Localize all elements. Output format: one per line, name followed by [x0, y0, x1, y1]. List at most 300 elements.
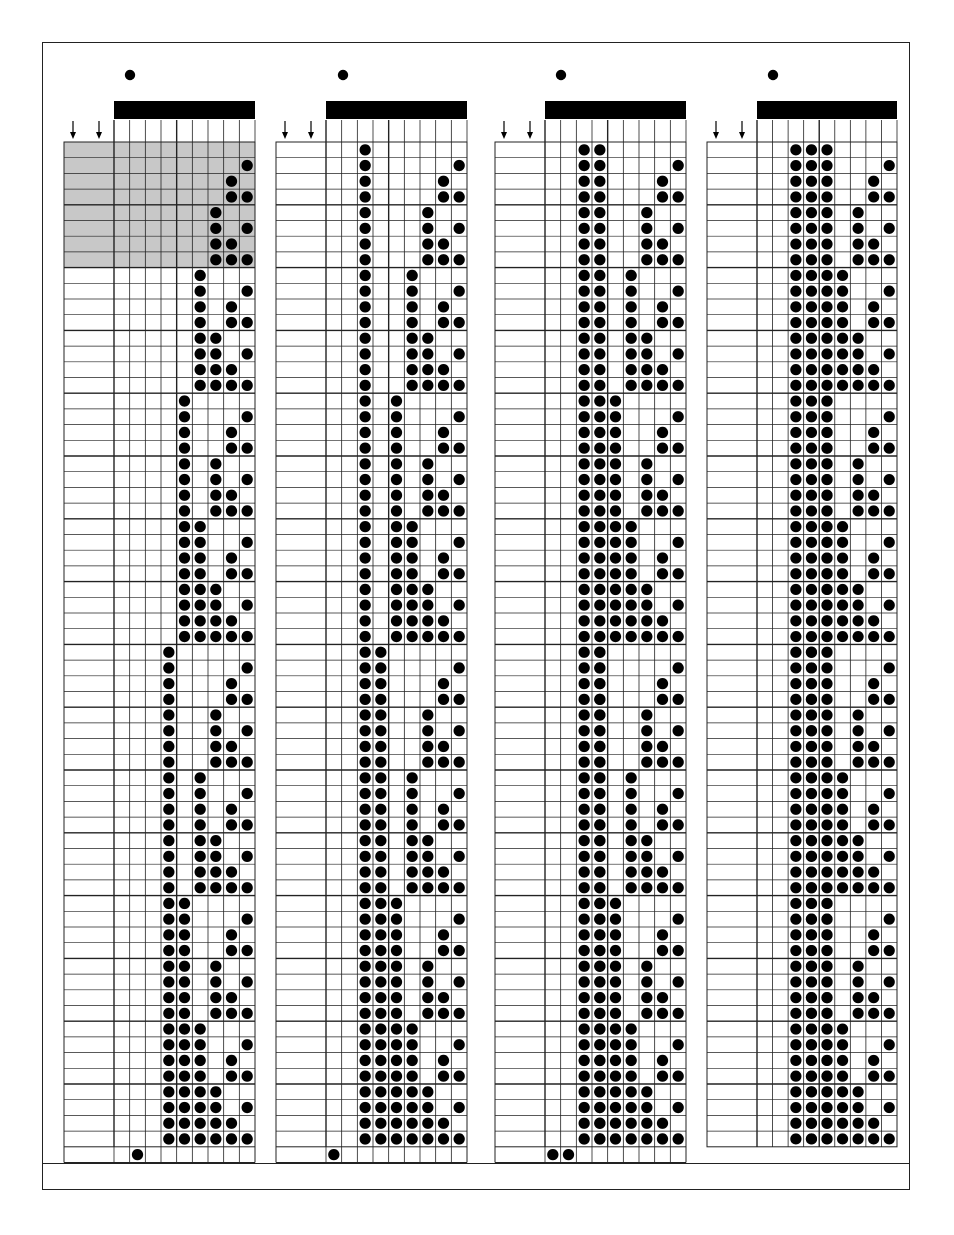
filled-circle-icon — [657, 615, 668, 626]
filled-circle-icon — [579, 490, 590, 501]
filled-circle-icon — [821, 725, 832, 736]
filled-circle-icon — [438, 191, 449, 202]
filled-circle-icon — [884, 757, 895, 768]
filled-circle-icon — [821, 490, 832, 501]
filled-circle-icon — [242, 882, 253, 893]
filled-circle-icon — [163, 976, 174, 987]
filled-circle-icon — [790, 568, 801, 579]
filled-circle-icon — [360, 694, 371, 705]
filled-circle-icon — [626, 1133, 637, 1144]
filled-circle-icon — [210, 1008, 221, 1019]
filled-circle-icon — [422, 1102, 433, 1113]
filled-circle-icon — [454, 443, 465, 454]
filled-circle-icon — [868, 804, 879, 815]
filled-circle-icon — [868, 254, 879, 265]
filled-circle-icon — [641, 254, 652, 265]
filled-circle-icon — [594, 647, 605, 658]
filled-circle-icon — [391, 552, 402, 563]
filled-circle-icon — [579, 443, 590, 454]
filled-circle-icon — [210, 584, 221, 595]
filled-circle-icon — [360, 458, 371, 469]
filled-circle-icon — [210, 631, 221, 642]
filled-circle-icon — [837, 772, 848, 783]
filled-circle-icon — [853, 458, 864, 469]
filled-circle-icon — [242, 1008, 253, 1019]
filled-circle-icon — [821, 600, 832, 611]
filled-circle-icon — [360, 757, 371, 768]
filled-circle-icon — [594, 301, 605, 312]
filled-circle-icon — [195, 286, 206, 297]
filled-circle-icon — [360, 474, 371, 485]
filled-circle-icon — [579, 176, 590, 187]
filled-circle-icon — [594, 694, 605, 705]
filled-circle-icon — [594, 631, 605, 642]
filled-circle-icon — [837, 584, 848, 595]
filled-circle-icon — [195, 333, 206, 344]
filled-circle-icon — [868, 819, 879, 830]
filled-circle-icon — [179, 490, 190, 501]
filled-circle-icon — [626, 1086, 637, 1097]
filled-circle-icon — [790, 348, 801, 359]
filled-circle-icon — [375, 898, 386, 909]
filled-circle-icon — [407, 521, 418, 532]
filled-circle-icon — [853, 835, 864, 846]
filled-circle-icon — [195, 1023, 206, 1034]
filled-circle-icon — [210, 1086, 221, 1097]
filled-circle-icon — [626, 1023, 637, 1034]
filled-circle-icon — [375, 757, 386, 768]
filled-circle-icon — [579, 819, 590, 830]
filled-circle-icon — [391, 458, 402, 469]
filled-circle-icon — [626, 772, 637, 783]
filled-circle-icon — [391, 584, 402, 595]
filled-circle-icon — [391, 1118, 402, 1129]
filled-circle-icon — [821, 348, 832, 359]
filled-circle-icon — [626, 804, 637, 815]
filled-circle-icon — [226, 882, 237, 893]
filled-circle-icon — [868, 505, 879, 516]
filled-circle-icon — [407, 631, 418, 642]
filled-circle-icon — [163, 1055, 174, 1066]
filled-circle-icon — [422, 380, 433, 391]
filled-circle-icon — [407, 301, 418, 312]
filled-circle-icon — [626, 568, 637, 579]
filled-circle-icon — [195, 1055, 206, 1066]
filled-circle-icon — [641, 725, 652, 736]
filled-circle-icon — [210, 709, 221, 720]
filled-circle-icon — [610, 411, 621, 422]
filled-circle-icon — [790, 191, 801, 202]
filled-circle-icon — [790, 254, 801, 265]
filled-circle-icon — [821, 662, 832, 673]
filled-circle-icon — [163, 678, 174, 689]
filled-circle-icon — [790, 317, 801, 328]
filled-circle-icon — [610, 898, 621, 909]
filled-circle-icon — [806, 160, 817, 171]
filled-circle-icon — [179, 443, 190, 454]
filled-circle-icon — [594, 851, 605, 862]
filled-circle-icon — [375, 647, 386, 658]
filled-circle-icon — [454, 851, 465, 862]
filled-circle-icon — [806, 851, 817, 862]
filled-circle-icon — [360, 819, 371, 830]
filled-circle-icon — [884, 788, 895, 799]
filled-circle-icon — [242, 757, 253, 768]
filled-circle-icon — [163, 757, 174, 768]
filled-circle-icon — [626, 364, 637, 375]
column-header-bar — [326, 101, 467, 119]
filled-circle-icon — [806, 395, 817, 406]
filled-circle-icon — [806, 411, 817, 422]
panel-bullet-icon — [125, 70, 135, 80]
filled-circle-icon — [391, 976, 402, 987]
filled-circle-icon — [641, 992, 652, 1003]
filled-circle-icon — [837, 882, 848, 893]
filled-circle-icon — [579, 725, 590, 736]
filled-circle-icon — [360, 568, 371, 579]
filled-circle-icon — [360, 600, 371, 611]
filled-circle-icon — [391, 929, 402, 940]
filled-circle-icon — [657, 301, 668, 312]
filled-circle-icon — [226, 819, 237, 830]
filled-circle-icon — [657, 1118, 668, 1129]
filled-circle-icon — [210, 725, 221, 736]
filled-circle-icon — [375, 929, 386, 940]
filled-circle-icon — [641, 490, 652, 501]
filled-circle-icon — [821, 474, 832, 485]
filled-circle-icon — [407, 819, 418, 830]
filled-circle-icon — [806, 678, 817, 689]
filled-circle-icon — [226, 1133, 237, 1144]
filled-circle-icon — [454, 317, 465, 328]
filled-circle-icon — [242, 600, 253, 611]
filled-circle-icon — [821, 427, 832, 438]
filled-circle-icon — [610, 458, 621, 469]
filled-circle-icon — [360, 395, 371, 406]
filled-circle-icon — [821, 395, 832, 406]
filled-circle-icon — [790, 176, 801, 187]
filled-circle-icon — [438, 615, 449, 626]
filled-circle-icon — [579, 600, 590, 611]
filled-circle-icon — [790, 788, 801, 799]
filled-circle-icon — [868, 1055, 879, 1066]
filled-circle-icon — [673, 600, 684, 611]
filled-circle-icon — [422, 600, 433, 611]
filled-circle-icon — [594, 725, 605, 736]
filled-circle-icon — [210, 992, 221, 1003]
filled-circle-icon — [806, 804, 817, 815]
filled-circle-icon — [454, 348, 465, 359]
filled-circle-icon — [790, 866, 801, 877]
filled-circle-icon — [610, 552, 621, 563]
filled-circle-icon — [821, 317, 832, 328]
filled-circle-icon — [806, 788, 817, 799]
filled-circle-icon — [360, 521, 371, 532]
filled-circle-icon — [407, 317, 418, 328]
filled-circle-icon — [806, 238, 817, 249]
filled-circle-icon — [360, 725, 371, 736]
filled-circle-icon — [163, 819, 174, 830]
filled-circle-icon — [626, 270, 637, 281]
filled-circle-icon — [391, 427, 402, 438]
filled-circle-icon — [210, 1133, 221, 1144]
filled-circle-icon — [242, 191, 253, 202]
filled-circle-icon — [242, 254, 253, 265]
filled-circle-icon — [821, 333, 832, 344]
filled-circle-icon — [594, 662, 605, 673]
filled-circle-icon — [790, 584, 801, 595]
filled-circle-icon — [579, 804, 590, 815]
filled-circle-icon — [407, 552, 418, 563]
filled-circle-icon — [837, 1039, 848, 1050]
filled-circle-icon — [407, 615, 418, 626]
filled-circle-icon — [837, 364, 848, 375]
filled-circle-icon — [179, 976, 190, 987]
filled-circle-icon — [242, 1039, 253, 1050]
filled-circle-icon — [821, 270, 832, 281]
filled-circle-icon — [790, 914, 801, 925]
filled-circle-icon — [163, 772, 174, 783]
filled-circle-icon — [790, 364, 801, 375]
filled-circle-icon — [226, 364, 237, 375]
filled-circle-icon — [375, 961, 386, 972]
filled-circle-icon — [821, 898, 832, 909]
filled-circle-icon — [673, 757, 684, 768]
filled-circle-icon — [407, 1086, 418, 1097]
filled-circle-icon — [195, 348, 206, 359]
filled-circle-icon — [579, 1133, 590, 1144]
filled-circle-icon — [422, 1118, 433, 1129]
filled-circle-icon — [657, 694, 668, 705]
filled-circle-icon — [641, 1118, 652, 1129]
filled-circle-icon — [821, 1133, 832, 1144]
filled-circle-icon — [210, 757, 221, 768]
filled-circle-icon — [594, 1086, 605, 1097]
filled-circle-icon — [821, 757, 832, 768]
filled-circle-icon — [868, 301, 879, 312]
filled-circle-icon — [821, 788, 832, 799]
filled-circle-icon — [790, 725, 801, 736]
filled-circle-icon — [884, 662, 895, 673]
filled-circle-icon — [360, 191, 371, 202]
filled-circle-icon — [806, 819, 817, 830]
filled-circle-icon — [179, 898, 190, 909]
filled-circle-icon — [626, 584, 637, 595]
filled-circle-icon — [790, 757, 801, 768]
filled-circle-icon — [579, 615, 590, 626]
filled-circle-icon — [641, 348, 652, 359]
filled-circle-icon — [579, 1102, 590, 1113]
filled-circle-icon — [226, 1071, 237, 1082]
filled-circle-icon — [806, 835, 817, 846]
filled-circle-icon — [821, 647, 832, 658]
filled-circle-icon — [226, 301, 237, 312]
filled-circle-icon — [657, 505, 668, 516]
filled-circle-icon — [163, 1023, 174, 1034]
filled-circle-icon — [837, 333, 848, 344]
filled-circle-icon — [790, 286, 801, 297]
filled-circle-icon — [853, 223, 864, 234]
filled-circle-icon — [438, 945, 449, 956]
filled-circle-icon — [391, 443, 402, 454]
filled-circle-icon — [594, 757, 605, 768]
filled-circle-icon — [438, 1071, 449, 1082]
filled-circle-icon — [884, 1039, 895, 1050]
filled-circle-icon — [610, 600, 621, 611]
filled-circle-icon — [226, 427, 237, 438]
filled-circle-icon — [673, 505, 684, 516]
filled-circle-icon — [360, 207, 371, 218]
filled-circle-icon — [407, 788, 418, 799]
filled-circle-icon — [579, 976, 590, 987]
filled-circle-icon — [837, 1133, 848, 1144]
filled-circle-icon — [391, 1008, 402, 1019]
filled-circle-icon — [391, 1071, 402, 1082]
filled-circle-icon — [641, 1102, 652, 1113]
filled-circle-icon — [657, 1055, 668, 1066]
filled-circle-icon — [563, 1149, 574, 1160]
filled-circle-icon — [360, 851, 371, 862]
filled-circle-icon — [806, 914, 817, 925]
filled-circle-icon — [806, 458, 817, 469]
filled-circle-icon — [673, 537, 684, 548]
filled-circle-icon — [806, 505, 817, 516]
filled-circle-icon — [626, 1118, 637, 1129]
filled-circle-icon — [195, 819, 206, 830]
filled-circle-icon — [375, 866, 386, 877]
filled-circle-icon — [163, 1133, 174, 1144]
filled-circle-icon — [438, 238, 449, 249]
filled-circle-icon — [242, 1102, 253, 1113]
filled-circle-icon — [821, 176, 832, 187]
filled-circle-icon — [641, 333, 652, 344]
filled-circle-icon — [657, 254, 668, 265]
filled-circle-icon — [626, 631, 637, 642]
filled-circle-icon — [790, 1086, 801, 1097]
filled-circle-icon — [407, 882, 418, 893]
filled-circle-icon — [422, 1008, 433, 1019]
filled-circle-icon — [657, 191, 668, 202]
filled-circle-icon — [195, 1039, 206, 1050]
filled-circle-icon — [375, 694, 386, 705]
filled-circle-icon — [163, 898, 174, 909]
filled-circle-icon — [594, 1008, 605, 1019]
filled-circle-icon — [226, 552, 237, 563]
filled-circle-icon — [210, 741, 221, 752]
filled-circle-icon — [454, 600, 465, 611]
filled-circle-icon — [360, 709, 371, 720]
filled-circle-icon — [375, 662, 386, 673]
filled-circle-icon — [226, 505, 237, 516]
filled-circle-icon — [360, 223, 371, 234]
filled-circle-icon — [821, 191, 832, 202]
filled-circle-icon — [195, 851, 206, 862]
filled-circle-icon — [853, 757, 864, 768]
filled-circle-icon — [626, 819, 637, 830]
filled-circle-icon — [821, 1102, 832, 1113]
filled-circle-icon — [179, 600, 190, 611]
filled-circle-icon — [438, 364, 449, 375]
filled-circle-icon — [210, 364, 221, 375]
filled-circle-icon — [579, 458, 590, 469]
filled-circle-icon — [179, 521, 190, 532]
filled-circle-icon — [163, 961, 174, 972]
filled-circle-icon — [579, 1086, 590, 1097]
filled-circle-icon — [438, 929, 449, 940]
filled-circle-icon — [594, 819, 605, 830]
filled-circle-icon — [579, 254, 590, 265]
filled-circle-icon — [594, 317, 605, 328]
filled-circle-icon — [853, 238, 864, 249]
filled-circle-icon — [163, 1039, 174, 1050]
filled-circle-icon — [806, 443, 817, 454]
filled-circle-icon — [594, 552, 605, 563]
filled-circle-icon — [454, 662, 465, 673]
filled-circle-icon — [422, 631, 433, 642]
filled-circle-icon — [594, 411, 605, 422]
filled-circle-icon — [594, 945, 605, 956]
filled-circle-icon — [821, 458, 832, 469]
filled-circle-icon — [821, 254, 832, 265]
filled-circle-icon — [579, 961, 590, 972]
filled-circle-icon — [391, 505, 402, 516]
filled-circle-icon — [375, 725, 386, 736]
filled-circle-icon — [806, 757, 817, 768]
filled-circle-icon — [868, 615, 879, 626]
filled-circle-icon — [360, 1008, 371, 1019]
filled-circle-icon — [579, 584, 590, 595]
filled-circle-icon — [610, 631, 621, 642]
filled-circle-icon — [806, 537, 817, 548]
filled-circle-icon — [610, 615, 621, 626]
filled-circle-icon — [179, 411, 190, 422]
filled-circle-icon — [594, 804, 605, 815]
filled-circle-icon — [641, 1086, 652, 1097]
filled-circle-icon — [391, 961, 402, 972]
filled-circle-icon — [673, 474, 684, 485]
filled-circle-icon — [837, 1055, 848, 1066]
filled-circle-icon — [884, 1102, 895, 1113]
filled-circle-icon — [179, 1086, 190, 1097]
filled-circle-icon — [657, 1071, 668, 1082]
filled-circle-icon — [407, 866, 418, 877]
filled-circle-icon — [853, 725, 864, 736]
filled-circle-icon — [594, 521, 605, 532]
filled-circle-icon — [360, 631, 371, 642]
filled-circle-icon — [242, 945, 253, 956]
filled-circle-icon — [454, 976, 465, 987]
filled-circle-icon — [163, 1071, 174, 1082]
filled-circle-icon — [579, 882, 590, 893]
filled-circle-icon — [375, 1086, 386, 1097]
filled-circle-icon — [360, 490, 371, 501]
filled-circle-icon — [837, 804, 848, 815]
filled-circle-icon — [790, 207, 801, 218]
filled-circle-icon — [195, 584, 206, 595]
filled-circle-icon — [673, 411, 684, 422]
filled-circle-icon — [210, 505, 221, 516]
filled-circle-icon — [163, 992, 174, 1003]
filled-circle-icon — [407, 270, 418, 281]
filled-circle-icon — [806, 772, 817, 783]
filled-circle-icon — [242, 474, 253, 485]
filled-circle-icon — [422, 333, 433, 344]
filled-circle-icon — [454, 1071, 465, 1082]
filled-circle-icon — [454, 914, 465, 925]
filled-circle-icon — [195, 772, 206, 783]
filled-circle-icon — [884, 191, 895, 202]
filled-circle-icon — [195, 882, 206, 893]
